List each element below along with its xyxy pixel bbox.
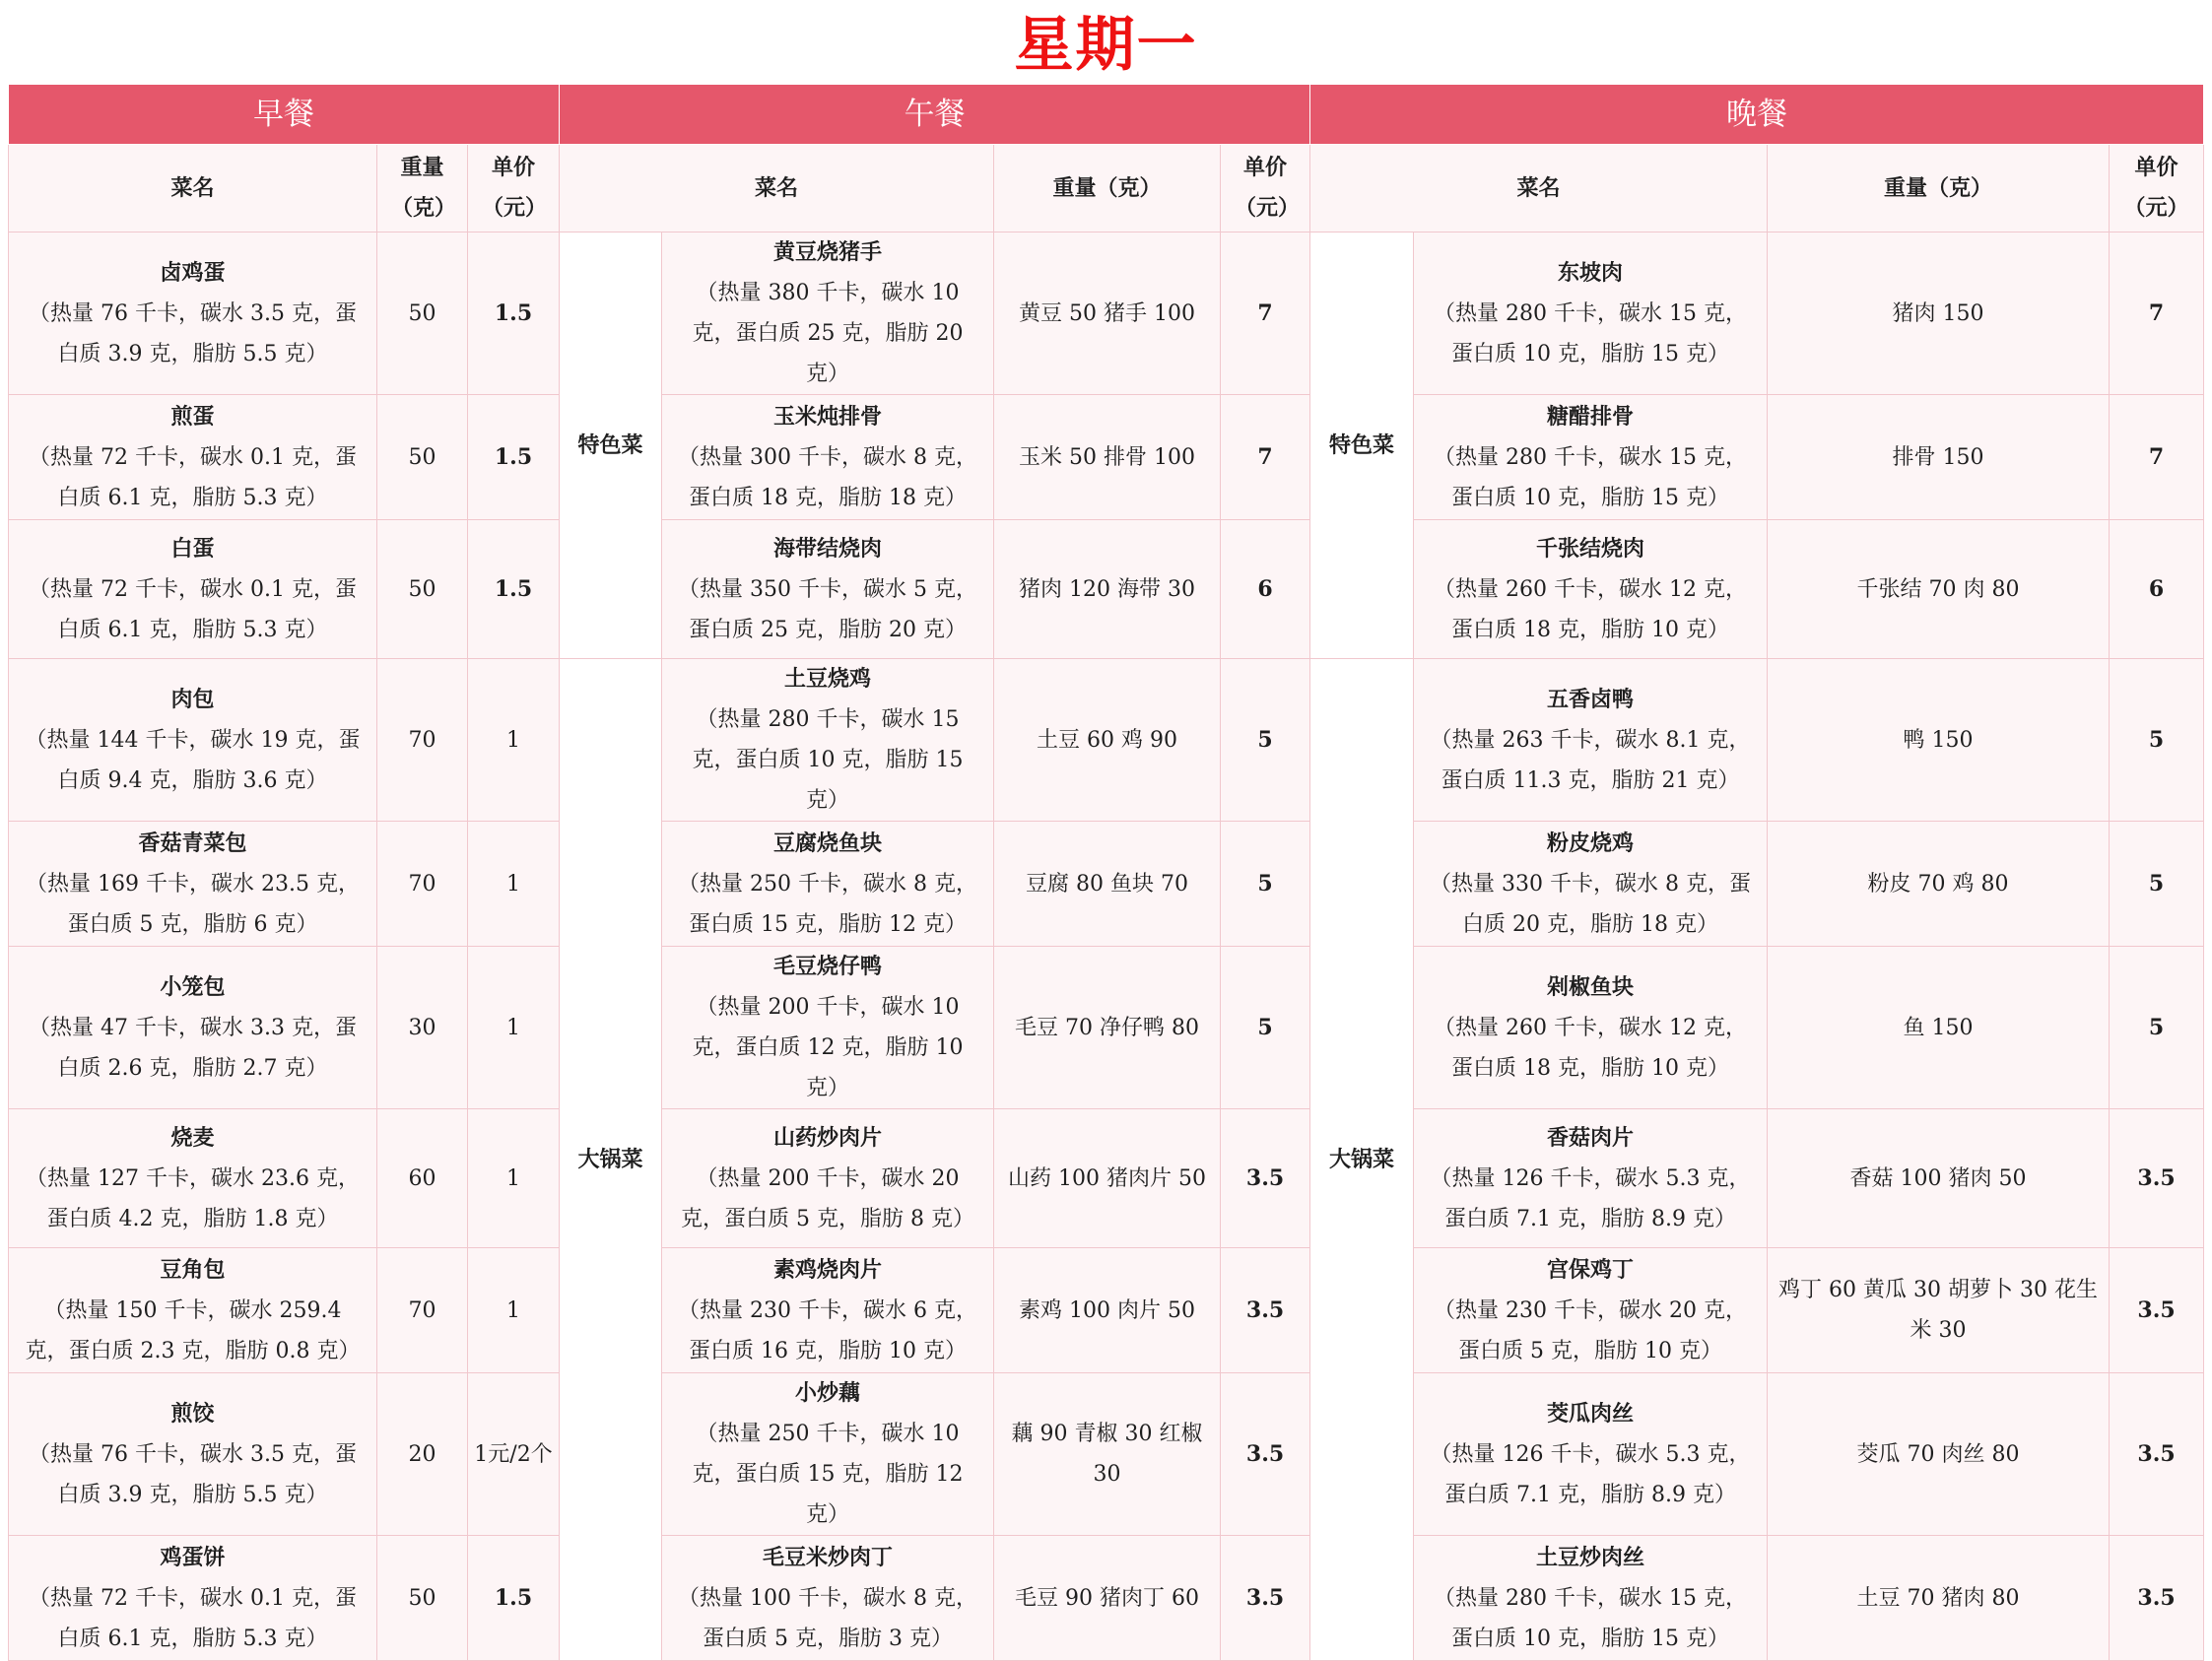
breakfast-weight: 70 [377,659,468,822]
breakfast-dish-cell [9,395,377,520]
lunch-category-bigpot: 大锅菜 [560,659,662,1661]
lunch-dish-cell [662,1536,994,1661]
breakfast-price: 1.5 [468,1536,560,1661]
dish-name: 剁椒鱼块 [1547,973,1635,1000]
lunch-dish-cell [662,1248,994,1373]
dish-nutrition: （热量 200 千卡，碳水 20 克，蛋白质 5 克，脂肪 8 克） [681,1165,975,1231]
dinner-weight: 土豆 70 猪肉 80 [1768,1536,2110,1661]
dish-name: 鸡蛋饼 [160,1544,226,1570]
table-row [9,822,2204,947]
dish-nutrition: （热量 230 千卡，碳水 20 克，蛋白质 5 克，脂肪 10 克） [1434,1297,1748,1363]
dish-nutrition: （热量 263 千卡，碳水 8.1 克，蛋白质 11.3 克，脂肪 21 克） [1430,727,1751,793]
table-row [9,947,2204,1109]
menu-table [8,84,2204,1661]
dish-nutrition: （热量 260 千卡，碳水 12 克，蛋白质 18 克，脂肪 10 克） [1434,576,1748,642]
dish-nutrition: （热量 280 千卡，碳水 15 克，蛋白质 10 克，脂肪 15 克） [1434,300,1748,366]
lunch-weight: 毛豆 70 净仔鸭 80 [994,947,1221,1109]
breakfast-dish-cell [9,1536,377,1661]
lunch-weight: 豆腐 80 鱼块 70 [994,822,1221,947]
breakfast-weight: 60 [377,1109,468,1248]
dinner-weight: 排骨 150 [1768,395,2110,520]
breakfast-dish-cell [9,520,377,659]
dish-nutrition: （热量 127 千卡，碳水 23.6 克，蛋白质 4.2 克，脂肪 1.8 克） [26,1165,360,1231]
dish-nutrition: （热量 150 千卡，碳水 259.4 克，蛋白质 2.3 克，脂肪 0.8 克） [25,1297,361,1363]
dinner-weight-header: 重量（克） [1768,145,2110,233]
breakfast-weight: 20 [377,1373,468,1536]
dinner-dish-cell [1414,395,1768,520]
dish-nutrition: （热量 47 千卡，碳水 3.3 克，蛋白质 2.6 克，脂肪 2.7 克） [29,1015,357,1081]
lunch-weight: 素鸡 100 肉片 50 [994,1248,1221,1373]
dish-name: 肉包 [170,686,215,712]
table-row [9,659,2204,822]
breakfast-price: 1元/2个 [468,1373,560,1536]
lunch-price: 5 [1221,947,1310,1109]
dinner-weight: 千张结 70 肉 80 [1768,520,2110,659]
breakfast-dish-cell [9,1248,377,1373]
dish-nutrition: （热量 76 千卡，碳水 3.5 克，蛋白质 3.9 克，脂肪 5.5 克） [29,300,357,366]
dish-nutrition: （热量 72 千卡，碳水 0.1 克，蛋白质 6.1 克，脂肪 5.3 克） [29,444,357,510]
breakfast-weight: 50 [377,520,468,659]
dish-name: 五香卤鸭 [1547,686,1635,712]
table-row [9,395,2204,520]
lunch-weight: 猪肉 120 海带 30 [994,520,1221,659]
dish-name: 粉皮烧鸡 [1547,830,1635,856]
dish-name: 山药炒肉片 [773,1124,883,1151]
lunch-weight: 黄豆 50 猪手 100 [994,233,1221,395]
dinner-category-bigpot: 大锅菜 [1310,659,1414,1661]
column-header-row [9,145,2204,233]
table-row [9,1373,2204,1536]
dinner-weight: 茭瓜 70 肉丝 80 [1768,1373,2110,1536]
dish-nutrition: （热量 250 千卡，碳水 8 克，蛋白质 15 克，脂肪 12 克） [678,871,978,937]
dinner-dish-cell [1414,1373,1768,1536]
dinner-price: 7 [2110,233,2204,395]
meal-lunch-header: 午餐 [560,85,1310,145]
breakfast-weight: 50 [377,1536,468,1661]
breakfast-price-header: 单价（元） [468,145,560,233]
dinner-dish-cell [1414,520,1768,659]
dish-name: 豆腐烧鱼块 [773,830,883,856]
dish-name: 东坡肉 [1558,259,1624,286]
dish-nutrition: （热量 72 千卡，碳水 0.1 克，蛋白质 6.1 克，脂肪 5.3 克） [29,1585,357,1651]
dish-name: 卤鸡蛋 [160,259,226,286]
lunch-dish-cell [662,947,994,1109]
dish-name: 土豆炒肉丝 [1536,1544,1645,1570]
table-row [9,1109,2204,1248]
lunch-price: 6 [1221,520,1310,659]
dish-name: 小炒藕 [795,1380,861,1406]
lunch-dish-cell [662,659,994,822]
dinner-name-header: 菜名 [1310,145,1768,233]
lunch-price: 7 [1221,233,1310,395]
lunch-weight-header: 重量（克） [994,145,1221,233]
dish-nutrition: （热量 100 千卡，碳水 8 克，蛋白质 5 克，脂肪 3 克） [678,1585,978,1651]
dinner-dish-cell [1414,1248,1768,1373]
lunch-dish-cell [662,233,994,395]
lunch-price: 3.5 [1221,1109,1310,1248]
breakfast-dish-cell [9,1109,377,1248]
dinner-category-special: 特色菜 [1310,233,1414,659]
dish-nutrition: （热量 350 千卡，碳水 5 克，蛋白质 25 克，脂肪 20 克） [678,576,978,642]
breakfast-price: 1.5 [468,520,560,659]
breakfast-weight: 50 [377,233,468,395]
lunch-dish-cell [662,520,994,659]
table-row [9,233,2204,395]
dinner-weight: 鸭 150 [1768,659,2110,822]
dish-name: 宫保鸡丁 [1547,1256,1635,1283]
dish-name: 香菇肉片 [1547,1124,1635,1151]
dinner-price: 3.5 [2110,1373,2204,1536]
dinner-price-header: 单价（元） [2110,145,2204,233]
dish-nutrition: （热量 380 千卡，碳水 10 克，蛋白质 25 克，脂肪 20 克） [692,281,964,386]
dish-nutrition: （热量 200 千卡，碳水 10 克，蛋白质 12 克，脂肪 10 克） [692,995,964,1100]
dish-nutrition: （热量 76 千卡，碳水 3.5 克，蛋白质 3.9 克，脂肪 5.5 克） [29,1441,357,1507]
meal-dinner-header: 晚餐 [1310,85,2204,145]
dish-name: 烧麦 [170,1124,215,1151]
dinner-weight: 鸡丁 60 黄瓜 30 胡萝卜 30 花生米 30 [1768,1248,2110,1373]
breakfast-dish-cell [9,822,377,947]
breakfast-name-header: 菜名 [9,145,377,233]
lunch-weight: 玉米 50 排骨 100 [994,395,1221,520]
dish-nutrition: （热量 280 千卡，碳水 15 克，蛋白质 10 克，脂肪 15 克） [1434,1585,1748,1651]
dish-nutrition: （热量 260 千卡，碳水 12 克，蛋白质 18 克，脂肪 10 克） [1434,1015,1748,1081]
lunch-dish-cell [662,395,994,520]
meal-header-row [9,85,2204,145]
breakfast-price: 1 [468,947,560,1109]
dish-nutrition: （热量 72 千卡，碳水 0.1 克，蛋白质 6.1 克，脂肪 5.3 克） [29,576,357,642]
breakfast-price: 1 [468,822,560,947]
dish-name: 素鸡烧肉片 [773,1256,883,1283]
lunch-price: 3.5 [1221,1248,1310,1373]
dinner-price: 6 [2110,520,2204,659]
lunch-name-header: 菜名 [560,145,994,233]
breakfast-price: 1 [468,1109,560,1248]
dish-nutrition: （热量 169 千卡，碳水 23.5 克，蛋白质 5 克，脂肪 6 克） [26,871,360,937]
dish-nutrition: （热量 280 千卡，碳水 15 克，蛋白质 10 克，脂肪 15 克） [692,707,964,813]
dinner-price: 3.5 [2110,1109,2204,1248]
lunch-price: 5 [1221,822,1310,947]
dinner-price: 3.5 [2110,1248,2204,1373]
dinner-weight: 香菇 100 猪肉 50 [1768,1109,2110,1248]
dinner-price: 7 [2110,395,2204,520]
dish-name: 土豆烧鸡 [784,666,872,692]
dish-name: 豆角包 [160,1256,226,1283]
lunch-category-special: 特色菜 [560,233,662,659]
breakfast-dish-cell [9,1373,377,1536]
lunch-weight: 土豆 60 鸡 90 [994,659,1221,822]
dish-name: 香菇青菜包 [138,830,247,856]
breakfast-price: 1.5 [468,233,560,395]
lunch-dish-cell [662,1373,994,1536]
lunch-dish-cell [662,822,994,947]
dish-nutrition: （热量 300 千卡，碳水 8 克，蛋白质 18 克，脂肪 18 克） [678,444,978,510]
dish-name: 白蛋 [170,535,215,562]
dish-name: 糖醋排骨 [1547,403,1635,430]
dinner-dish-cell [1414,1536,1768,1661]
breakfast-weight: 30 [377,947,468,1109]
breakfast-weight: 50 [377,395,468,520]
dinner-dish-cell [1414,233,1768,395]
dish-nutrition: （热量 144 千卡，碳水 19 克，蛋白质 9.4 克，脂肪 3.6 克） [25,727,361,793]
table-row [9,520,2204,659]
lunch-price: 7 [1221,395,1310,520]
dinner-dish-cell [1414,822,1768,947]
dish-nutrition: （热量 230 千卡，碳水 6 克，蛋白质 16 克，脂肪 10 克） [678,1297,978,1363]
dinner-price: 5 [2110,822,2204,947]
dish-nutrition: （热量 250 千卡，碳水 10 克，蛋白质 15 克，脂肪 12 克） [692,1422,964,1527]
dish-name: 煎蛋 [170,403,215,430]
dish-name: 黄豆烧猪手 [773,239,883,265]
dinner-dish-cell [1414,947,1768,1109]
lunch-price: 3.5 [1221,1536,1310,1661]
dish-name: 小笼包 [160,973,226,1000]
dish-name: 毛豆米炒肉丁 [763,1544,894,1570]
dish-name: 毛豆烧仔鸭 [773,954,883,979]
dish-name: 千张结烧肉 [1536,535,1645,562]
dinner-dish-cell [1414,659,1768,822]
dish-nutrition: （热量 126 千卡，碳水 5.3 克，蛋白质 7.1 克，脂肪 8.9 克） [1430,1165,1751,1231]
lunch-weight: 山药 100 猪肉片 50 [994,1109,1221,1248]
breakfast-price: 1.5 [468,395,560,520]
breakfast-weight: 70 [377,822,468,947]
breakfast-price: 1 [468,659,560,822]
dish-nutrition: （热量 280 千卡，碳水 15 克，蛋白质 10 克，脂肪 15 克） [1434,444,1748,510]
table-row [9,1248,2204,1373]
meal-breakfast-header: 早餐 [9,85,560,145]
dinner-price: 5 [2110,947,2204,1109]
dinner-weight: 鱼 150 [1768,947,2110,1109]
dish-name: 茭瓜肉丝 [1547,1400,1635,1427]
lunch-price: 3.5 [1221,1373,1310,1536]
breakfast-dish-cell [9,947,377,1109]
dish-nutrition: （热量 330 千卡，碳水 8 克，蛋白质 20 克，脂肪 18 克） [1430,871,1752,937]
dish-name: 玉米炖排骨 [773,403,883,430]
dinner-dish-cell [1414,1109,1768,1248]
dish-nutrition: （热量 126 千卡，碳水 5.3 克，蛋白质 7.1 克，脂肪 8.9 克） [1430,1441,1751,1507]
dish-name: 海带结烧肉 [773,535,883,562]
dish-name: 煎饺 [170,1400,215,1427]
lunch-price: 5 [1221,659,1310,822]
lunch-weight: 藕 90 青椒 30 红椒 30 [994,1373,1221,1536]
breakfast-dish-cell [9,659,377,822]
page-title: 星期一 [1014,11,1198,80]
lunch-price-header: 单价（元） [1221,145,1310,233]
dinner-price: 5 [2110,659,2204,822]
breakfast-weight-header: 重量（克） [377,145,468,233]
dinner-weight: 猪肉 150 [1768,233,2110,395]
lunch-weight: 毛豆 90 猪肉丁 60 [994,1536,1221,1661]
breakfast-weight: 70 [377,1248,468,1373]
breakfast-dish-cell [9,233,377,395]
dinner-weight: 粉皮 70 鸡 80 [1768,822,2110,947]
dinner-price: 3.5 [2110,1536,2204,1661]
breakfast-price: 1 [468,1248,560,1373]
lunch-dish-cell [662,1109,994,1248]
table-row [9,1536,2204,1661]
